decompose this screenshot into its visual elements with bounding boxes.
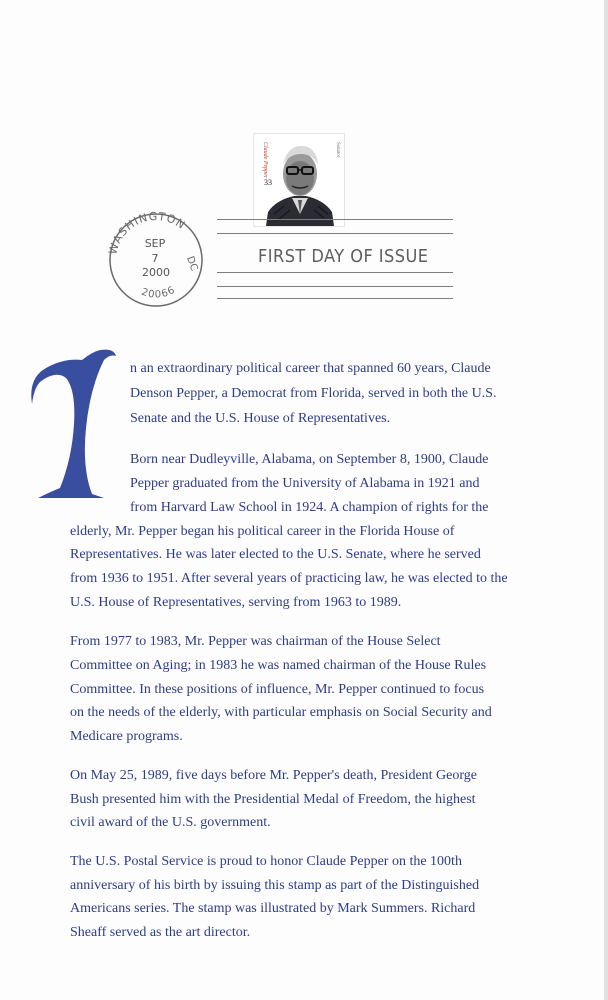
postmark-month: SEP xyxy=(144,237,166,250)
paragraph-3-line-4: on the needs of the elderly, with particular emphasis on Social Security and xyxy=(70,705,492,720)
paragraph-5-line-2: anniversary of his birth by issuing this stamp as part of the Distinguished xyxy=(70,878,480,893)
paragraph-3-line-3: Committee. In these positions of influence, Mr. Pepper continued to focus xyxy=(70,682,485,697)
paragraph-2-line-7: U.S. House of Representatives, serving from 1963 to 1989. xyxy=(70,595,402,610)
postmark-city: WASHINGTON xyxy=(106,209,189,256)
paragraph-3-line-5: Medicare programs. xyxy=(70,729,183,744)
postmark-zip: 20066 xyxy=(139,284,178,301)
cancel-line xyxy=(217,286,453,287)
paragraph-2-line-3: from Harvard Law School in 1924. A champion of rights for the xyxy=(130,500,489,515)
postage-stamp xyxy=(254,134,344,226)
paragraph-3-line-2: Committee on Aging; in 1983 he was named chairman of the House Rules xyxy=(70,658,487,673)
paragraph-4-line-1: On May 25, 1989, five days before Mr. Pepper's death, President George xyxy=(70,768,478,783)
paragraph-1-line-3: Senate and the U.S. House of Representatives. xyxy=(130,411,391,426)
paragraph-2-line-2: Pepper graduated from the University of Alabama in 1921 and xyxy=(130,476,480,491)
svg-text:20066 xyxy=(140,285,178,301)
cancel-line xyxy=(217,233,453,234)
paragraph-2-line-5: Representatives. He was later elected to the U.S. Senate, where he served xyxy=(70,547,481,562)
cancel-line xyxy=(217,272,453,273)
postmark-state: DC xyxy=(184,254,200,273)
stamp-denomination: 33 xyxy=(264,178,272,187)
paragraph-4-line-2: Bush presented him with the Presidential Medal of Freedom, the highest xyxy=(70,792,476,807)
paragraph-5-line-4: Sheaff served as the art director. xyxy=(70,925,251,940)
paragraph-5-line-3: Americans series. The stamp was illustrated by Mark Summers. Richard xyxy=(70,901,476,916)
cancel-line xyxy=(217,219,453,220)
paragraph-4-line-3: civil award of the U.S. government. xyxy=(70,815,271,830)
paragraph-1-line-2: Denson Pepper, a Democrat from Florida, served in both the U.S. xyxy=(130,386,497,401)
postmark-year: 2000 xyxy=(142,266,170,279)
paragraph-5-line-1: The U.S. Postal Service is proud to honor Claude Pepper on the 100th xyxy=(70,854,462,869)
paragraph-2-line-1: Born near Dudleyville, Alabama, on September 8, 1900, Claude xyxy=(130,452,489,467)
paragraph-2-line-4: elderly, Mr. Pepper began his political career in the Florida House of xyxy=(70,524,455,539)
cancel-line xyxy=(217,298,453,299)
paragraph-3-line-1: From 1977 to 1983, Mr. Pepper was chairman of the House Select xyxy=(70,634,441,649)
stamp-name-text: Claude Pepper xyxy=(262,142,268,179)
drop-cap-letter-i xyxy=(30,348,120,508)
postmark-day: 7 xyxy=(151,252,159,265)
page-edge xyxy=(604,0,608,1000)
paragraph-1-line-1: n an extraordinary political career that spanned 60 years, Claude xyxy=(130,361,491,376)
stamp-series-text: Senator xyxy=(335,142,340,158)
first-day-of-issue-cancel: FIRST DAY OF ISSUE xyxy=(258,246,429,267)
paragraph-2-line-6: from 1936 to 1951. After several years of practicing law, he was elected to the xyxy=(70,571,508,586)
